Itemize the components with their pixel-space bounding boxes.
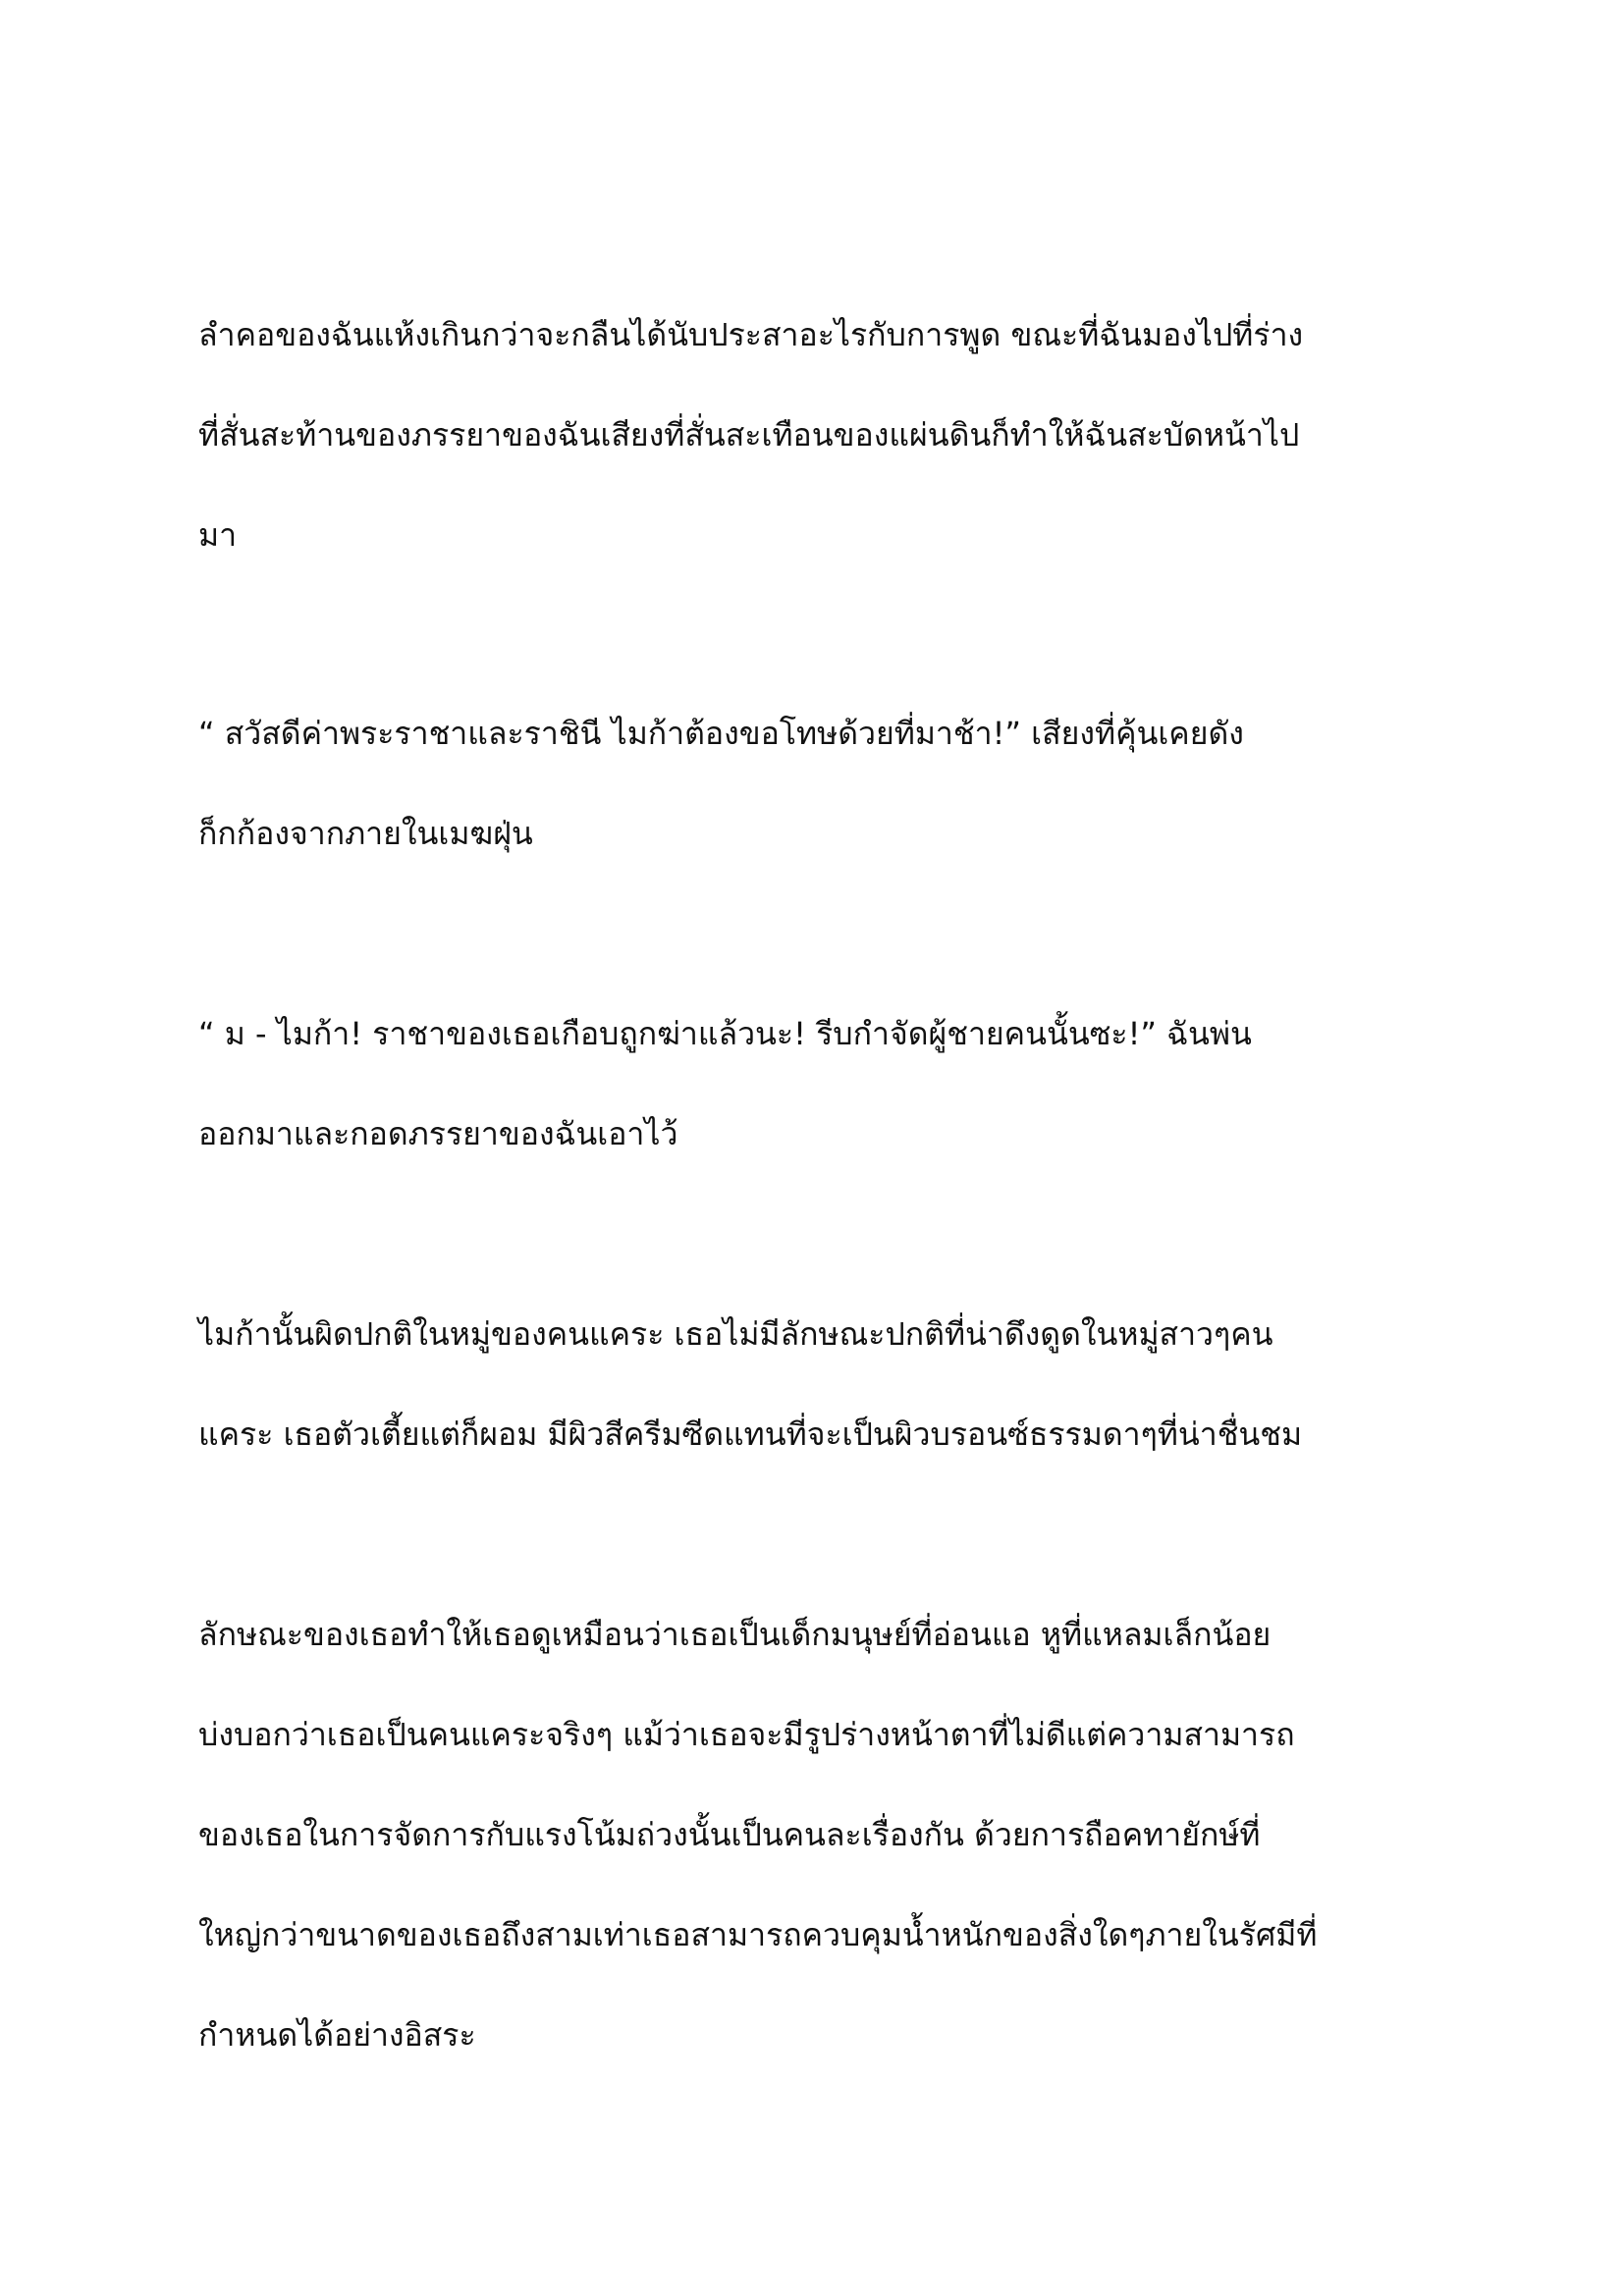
paragraph-3: “ ม - ไมก้า! ราชาของเธอเกือบถูกฆ่าแล้วนะ! รีบกำจัดผู้ชายคนนั้นซะ!” ฉันพ่น ออกมาและกอดภรรยาของฉันเอาไว้ [198, 1015, 1252, 1152]
paragraph-2: “ สวัสดีค่าพระราชาและราชินี ไมก้าต้องขอโทษด้วยที่มาช้า!” เสียงที่คุ้นเคยดัง ก็กก้องจากภายในเมฆฝุ่น [198, 715, 1244, 852]
paragraph-4: ไมก้านั้นผิดปกติในหมู่ของคนแคระ เธอไม่มีลักษณะปกติที่น่าดึงดูดในหมู่สาวๆคน แคระ เธอตัวเตี้ยแต่ก็ผอม มีผิวสีครีมซีดแทนที่จะเป็นผิวบรอนซ์ธรรมดาๆที่น่าชื่นชม [198, 1315, 1303, 1453]
paragraph-5: ลักษณะของเธอทำให้เธอดูเหมือนว่าเธอเป็นเด็กมนุษย์ที่อ่อนแอ หูที่แหลมเล็กน้อย บ่งบอกว่าเธอเป็นคนแคระจริงๆ แม้ว่าเธอจะมีรูปร่างหน้าตาที่ไม่ดีแต่ความสามารถ ของเธอในการจัดการกับแรงโน้มถ่วงนั้นเป็นคนละเรื่องกัน ด้วยการถือคทายักษ์ที่ ใหญ่กว่าขนาดของเธอถึงสามเท่าเธอสามารถควบคุมน้ำหนักของสิ่งใดๆภายในรัศมีที่ กำหนดได้อย่างอิสระ [198, 1616, 1318, 2054]
paragraph-1: ลำคอของฉันแห้งเกินกว่าจะกลืนได้นับประสาอะไรกับการพูด ขณะที่ฉันมองไปที่ร่าง ที่สั่นสะท้านของภรรยาของฉันเสียงที่สั่นสะเทือนของแผ่นดินก็ทำให้ฉันสะบัดหน้าไป มา [198, 316, 1304, 554]
